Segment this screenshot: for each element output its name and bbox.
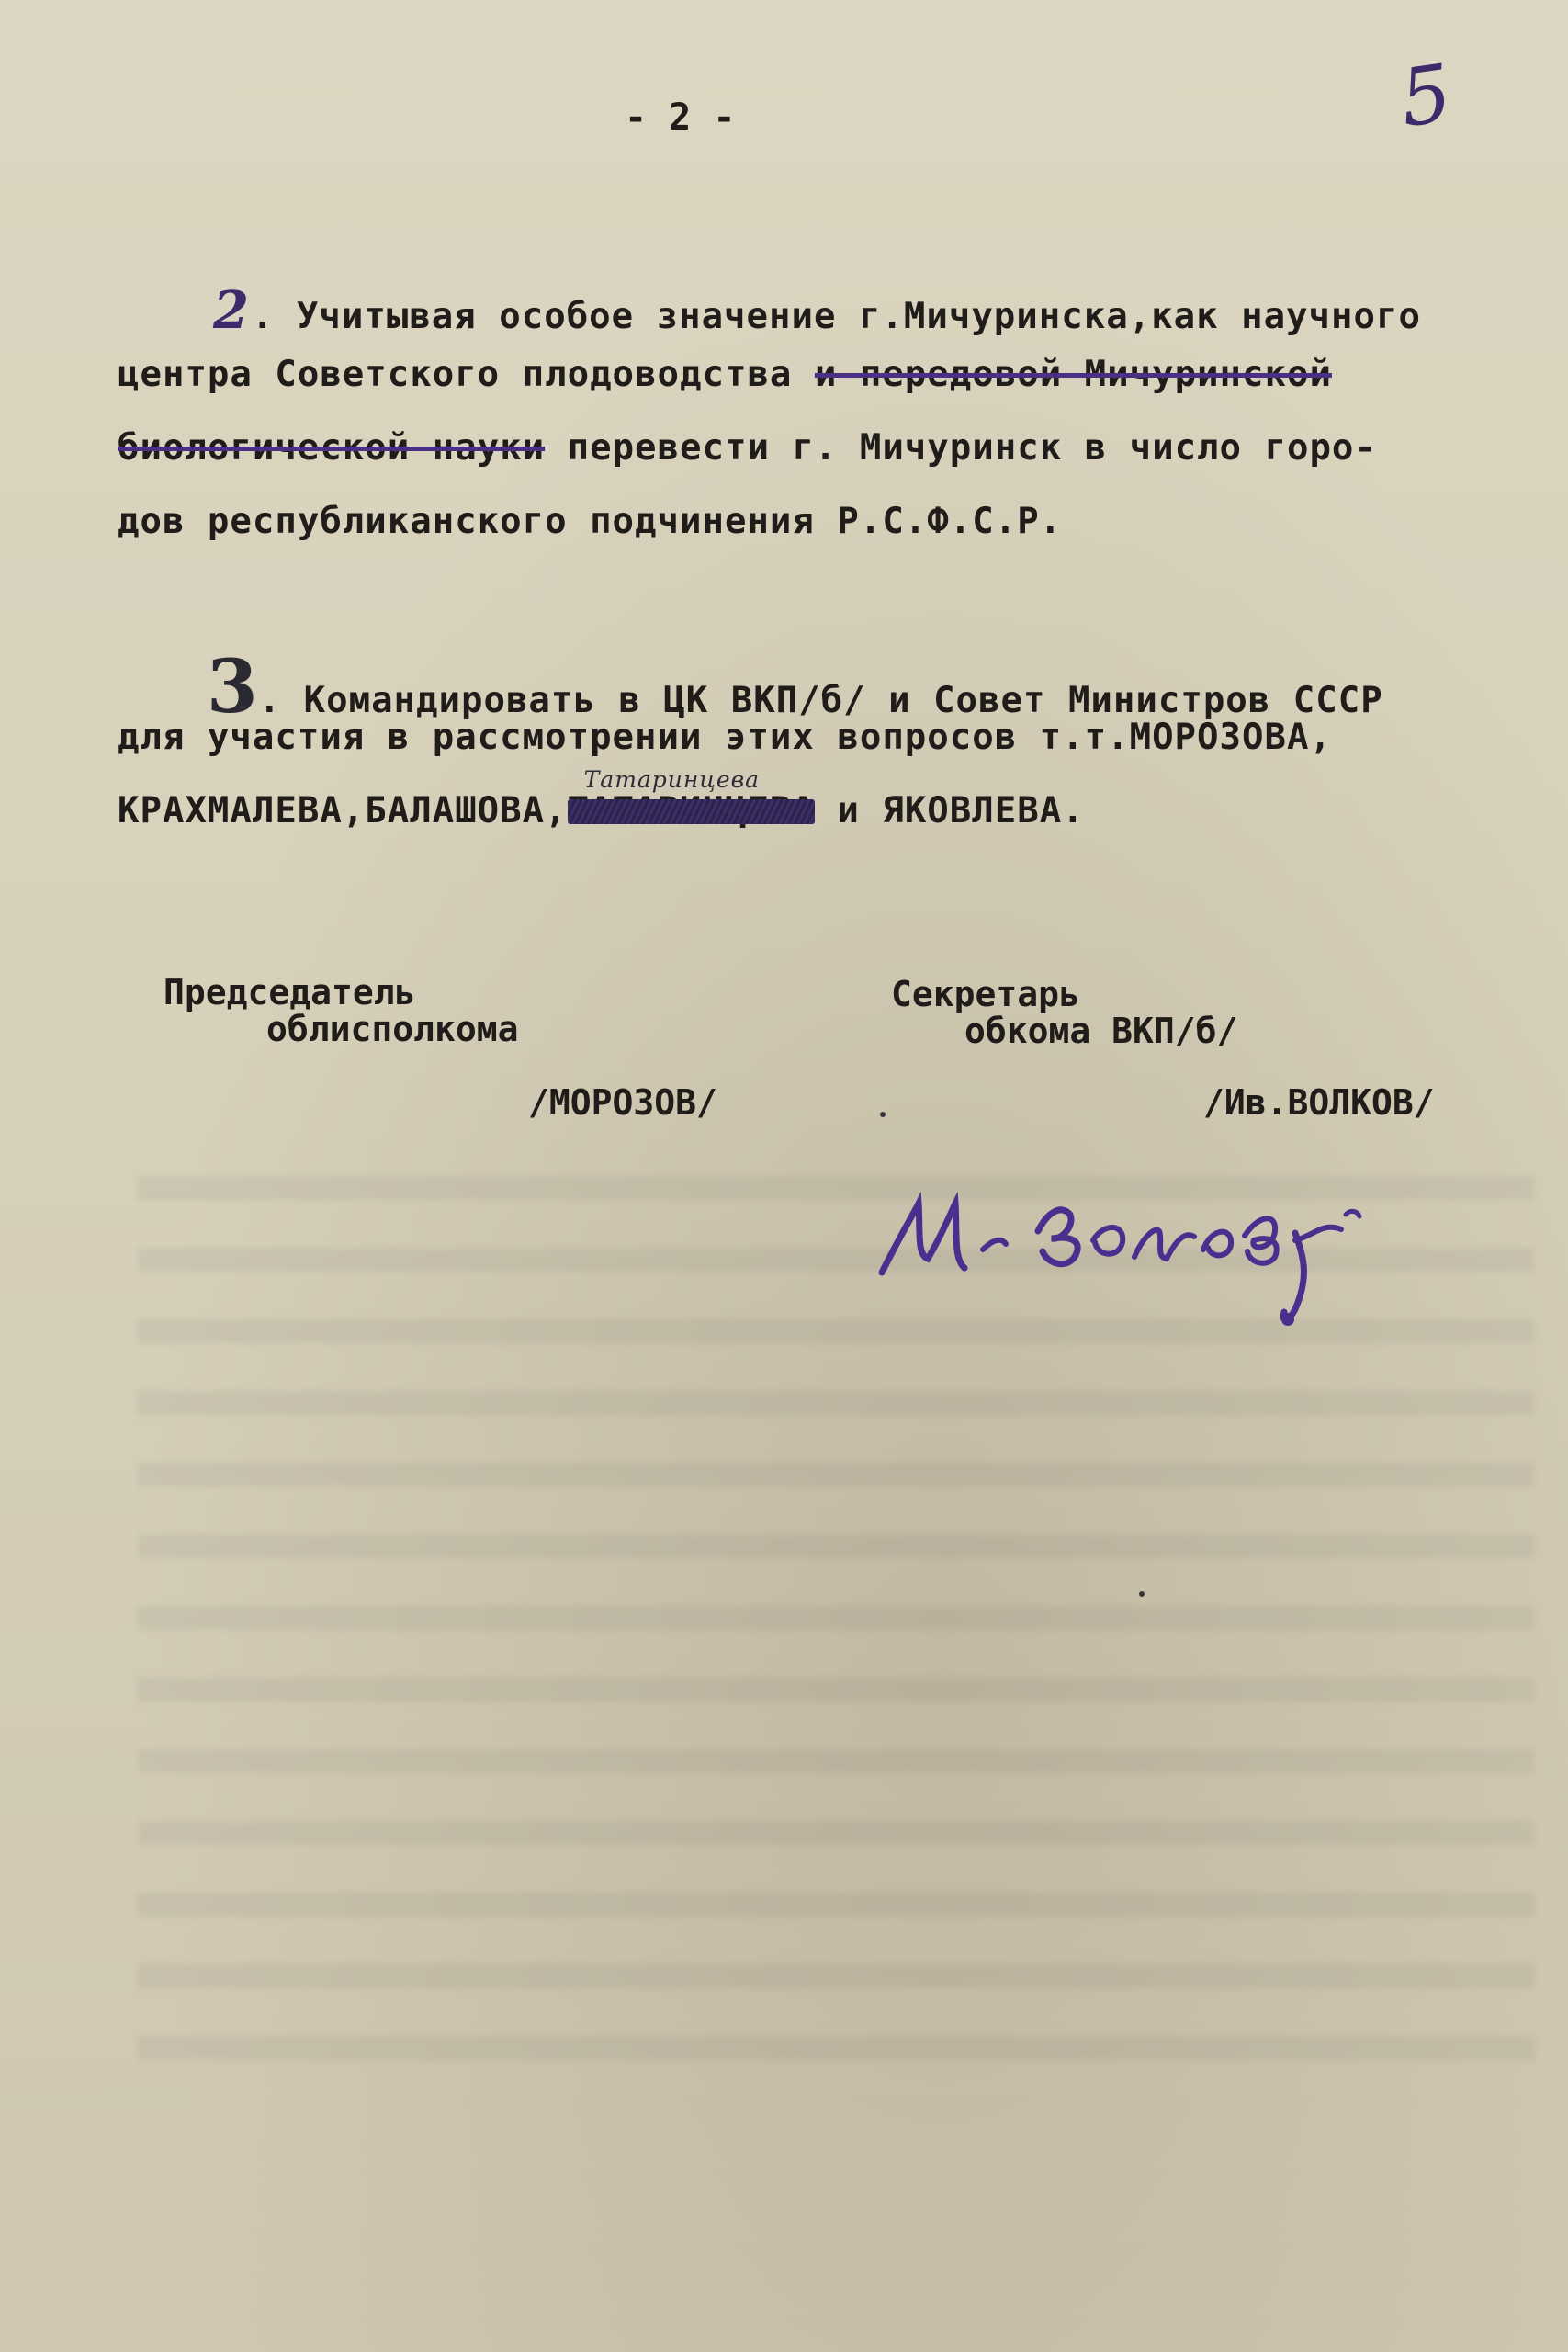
right-title-2: обкома ВКП/б/: [964, 1011, 1238, 1051]
handwritten-insert: Татаринцева: [583, 766, 761, 793]
point2-line4: дов республиканского подчинения Р.С.Ф.С.Р.: [118, 501, 1063, 542]
folio-number: 5: [1394, 47, 1458, 146]
right-name: /Ив.ВОЛКОВ/: [1203, 1082, 1435, 1123]
overwritten-name: [568, 766, 815, 831]
page-number: - 2 -: [625, 96, 736, 139]
point3-line3: КРАХМАЛЕВА,БАЛАШОВА, Татаринцева и ЯКОВЛЕВА.: [118, 766, 1085, 831]
point2-number: 2: [213, 280, 250, 341]
point3-line1: 3. Командировать в ЦК ВКП/б/ и Совет Министров СССР: [207, 643, 1383, 729]
handwritten-signature: [863, 1148, 1433, 1351]
point2-line3: биологической науки перевести г. Мичуринск в число горо-: [118, 427, 1377, 469]
right-title-1: Секретарь: [891, 974, 1080, 1014]
struck-text: биологической науки: [118, 427, 546, 469]
ink-overwrite: [568, 799, 815, 824]
left-title-1: Председатель: [164, 972, 416, 1012]
left-name: /МОРОЗОВ/: [528, 1082, 717, 1123]
ink-dot: [1139, 1591, 1145, 1597]
point3-number: 3: [207, 643, 259, 729]
ink-dot: [880, 1112, 886, 1117]
left-title-2: облисполкома: [266, 1009, 519, 1049]
point2-line1: 2. Учитывая особое значение г.Мичуринска,как научного: [213, 280, 1421, 341]
struck-text: и передовой Мичуринской: [814, 354, 1332, 395]
point2-line2: центра Советского плодоводства и передовой Мичуринской: [118, 354, 1332, 395]
point3-line2: для участия в рассмотрении этих вопросов т.т.МОРОЗОВА,: [118, 717, 1332, 758]
